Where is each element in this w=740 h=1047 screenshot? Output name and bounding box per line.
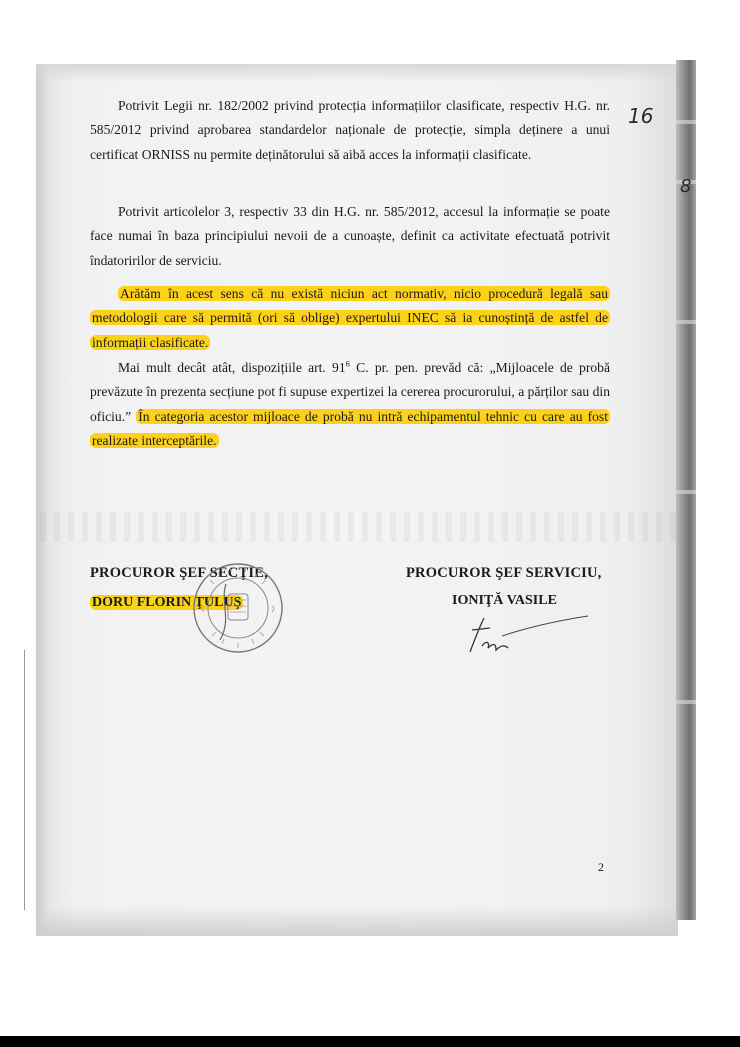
paragraph-1-text: Potrivit Legii nr. 182/2002 privind protecția informațiilor clasificate, respectiv H.G. nr. 585/2012 privind aprobarea standardelor naționale de protecție, simpla deținere a unui certificat ORNISS nu permite deținătorului să aibă acces la informații clasificate. <box>90 98 610 162</box>
highlighted-text: În categoria acestor mijloace de probă nu intră echipamentul tehnic cu care au fost realizate interceptările. <box>92 408 608 448</box>
left-signature-name-text: DORU FLORIN ŢULUŞ <box>92 595 242 610</box>
bottom-bar <box>0 1036 740 1047</box>
margin-note-right-edge: 8 <box>680 176 692 197</box>
paragraph-4-text-a: Mai mult decât atât, dispozițiile art. 91 <box>118 360 346 375</box>
official-stamp-icon <box>190 560 286 656</box>
paragraph-2-text: Potrivit articolelor 3, respectiv 33 din H.G. nr. 585/2012, accesul la informație se poate face numai în baza principiului nevoii de a cunoaște, definit ca activitate efectuată potrivit îndatoririlor de serviciu. <box>90 204 610 268</box>
superscript: 6 <box>345 358 350 369</box>
paragraph-3 <box>90 282 610 355</box>
paragraph-2 <box>90 200 610 273</box>
right-signature-name: IONIŢĂ VASILE <box>452 593 557 608</box>
page-edge-line <box>24 650 25 910</box>
right-signature-title: PROCUROR ŞEF SERVICIU, <box>406 565 602 581</box>
handwritten-signature-icon <box>462 606 592 666</box>
page-fold-shadow <box>40 512 676 542</box>
page-number: 2 <box>598 860 604 874</box>
paragraph-4-text-b: C. pr. pen. prevăd că: „Mijloacele de probă prevăzute în prezenta secțiune pot fi supuse expertizei la cererea procurorului, a părților sau din oficiu.” <box>90 360 610 424</box>
highlighted-text: Arătăm în acest sens că nu există niciun act normativ, nicio procedură legală sau metodologii care să permită (ori să oblige) expertului INEC să ia cunoștință de astfel de informații clasificate. <box>92 286 608 350</box>
scanned-page <box>36 64 678 936</box>
paragraph-4 <box>90 356 610 453</box>
left-signature-title: PROCUROR ŞEF SECŢIE, <box>90 565 268 581</box>
paragraph-1 <box>90 94 610 167</box>
margin-note-top-right: 16 <box>628 104 654 128</box>
